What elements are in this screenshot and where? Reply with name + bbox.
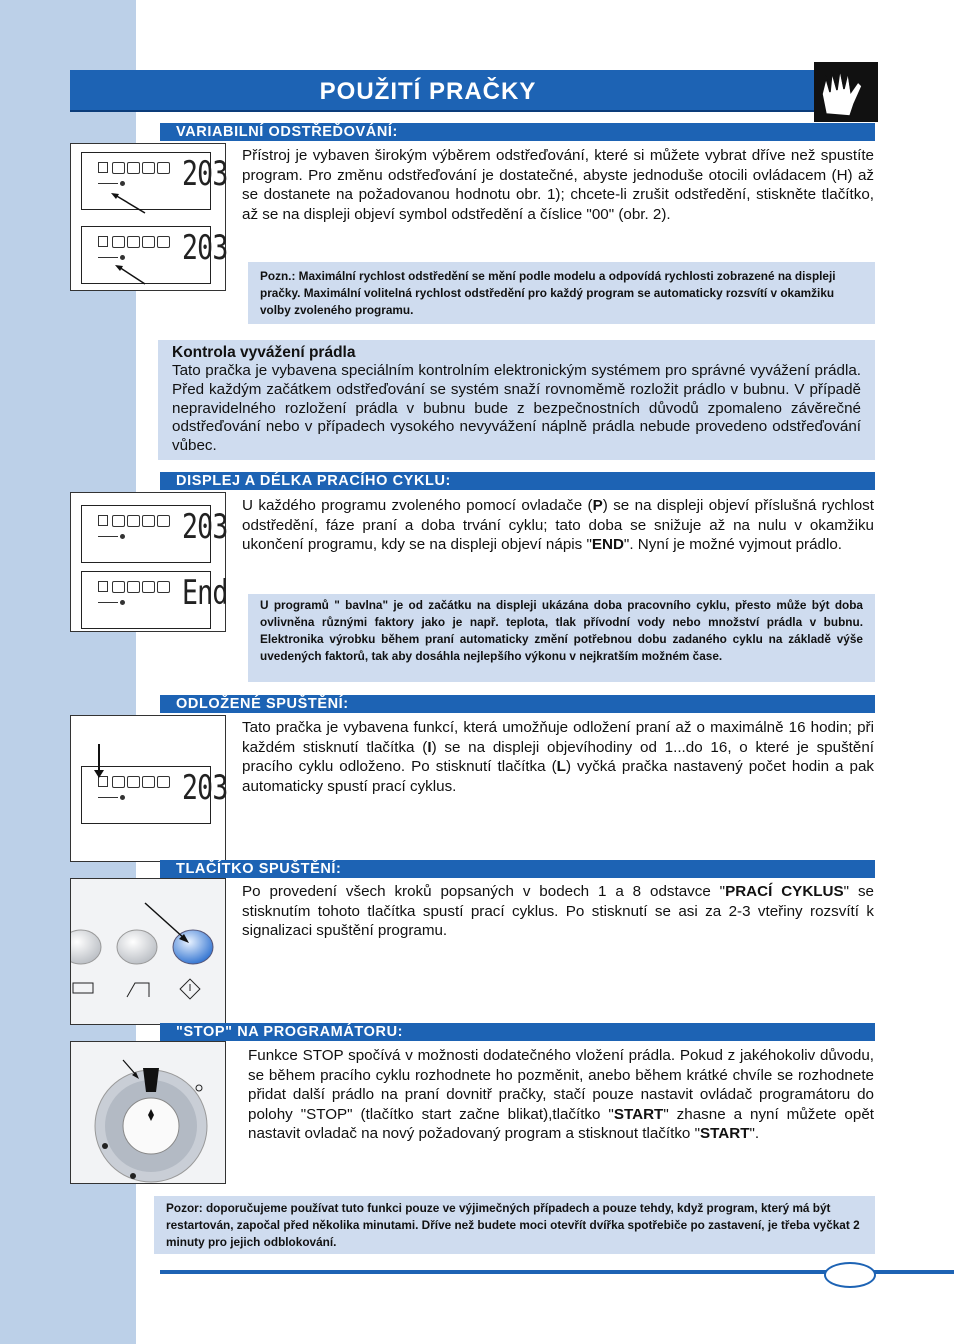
- display-note: [248, 594, 875, 682]
- section-bar-start: [160, 860, 875, 878]
- section-bar-stop: [160, 1023, 875, 1041]
- figure-start-button: [70, 878, 226, 1025]
- spin-note: [248, 262, 875, 324]
- lcd-display-2: [81, 571, 228, 629]
- start-text: Po provedení všech kroků popsaných v bodech 1 a 8 odstavce "PRACÍ CYKLUS" se stisknutím tohoto tlačítka spustí prací cyklus. Po stisknutí se asi za 2-3 vteřiny rozsvítí k signalizaci spuštění programu.: [242, 883, 874, 940]
- figure-program-dial: [70, 1041, 226, 1184]
- control-panel-illustration: [71, 879, 225, 1024]
- stop-note-text: Pozor: doporučujeme používat tuto funkci pouze ve výjimečných případech a pouze tehdy, když program, který má být restartován, započal před několika minutami. Dříve než budete moci otevřít dvířka spotřebiče po zastavení, je třeba vyčkat 2 minuty pro jejich odblokování.: [166, 1201, 860, 1249]
- lcd-digits: 203: [182, 768, 228, 808]
- page-number-oval: [824, 1262, 876, 1288]
- lcd-digits: 203: [182, 154, 228, 194]
- title-bar: [70, 70, 876, 112]
- section-bar-display: [160, 472, 875, 490]
- spin-note-text: Pozn.: Maximální rychlost odstředění se mění podle modelu a odpovídá rychlosti zobrazené na displeji pračky. Maximální volitelná rychlost odstředění pro každý program se automaticky rozsvítí v okamžiku volby zvoleného programu.: [260, 269, 836, 317]
- display-note-text: U programů " bavlna" je od začátku na displeji ukázána doba pracovního cyklu, přesto může být doba ovlivněna různými faktory jako je např. teplota, tlak přívodní vody nebo množství prádla v bubnu. Elektronika výrobku během praní automaticky změní potřebnou dobu zadaného cyklu na základě výše uvedených faktorů, tak aby dosáhla nejlepšího výkonu v nejkratším možném čase.: [260, 598, 863, 663]
- pointer-arrows: [71, 144, 225, 290]
- page-title: POUŽITÍ PRAČKY: [319, 78, 537, 105]
- section-heading-start: TLAČÍTKO SPUŠTĚNÍ:: [176, 861, 342, 877]
- section-bar-delay: [160, 695, 875, 713]
- pointer-arrow: [71, 716, 225, 861]
- figure-cycle-displays: [70, 492, 226, 632]
- stop-note: [154, 1196, 875, 1254]
- section-heading-delay: ODLOŽENÉ SPUŠTĚNÍ:: [176, 696, 349, 712]
- section-bar-spin: [160, 123, 875, 141]
- lcd-digits: 203: [182, 228, 228, 268]
- lcd-digits: 203: [182, 507, 228, 547]
- delay-text: Tato pračka je vybavena funkcí, která umožňuje odložení praní až o maximálně 16 hodin; při každém stisknutí tlačítka (I) se na displeji objevíhodiny od 1...do 16, o které je spuštění pracího cyklu odloženo. Po stisknutí tlačítka (L) vyčká pračka nastavený počet hodin a pak automaticky spustí prací cyklus.: [242, 719, 874, 795]
- lcd-digits: End: [182, 573, 228, 613]
- balance-box: [158, 340, 875, 460]
- balance-text: Tato pračka je vybavena speciálním kontrolním elektronickým systémem pro správné vyvážení prádla. Před každým začátkem odstřeďování se systém snaží rovnoměmě rozložit prádlo v bubnu. V případě nepravidelného rozložení prádla v bubnu bude z bezpečnostních důvodů zpomaleno závěrečné odstřeďování nebo v případech vysokého nevyvážení náplně prádla nebude provedeno odstřeďování vůbec.: [172, 362, 861, 455]
- figure-delay-display: [70, 715, 226, 862]
- lcd-display-1: [81, 505, 228, 563]
- stop-text: Funkce STOP spočívá v možnosti dodatečného vložení prádla. Pokud z jakéhokoliv důvodu, se během pracího cyklu rozhodnete ho pozměnit, anebo během krátké chvíle se rozhodnete přidat další prádlo na praní dovnitř pračky, stačí pouze nastavit ovládač programátoru do polohy "STOP" (tlačítko start začne blikat),tlačítko "START" zhasne a nyní můžete opět nastavit ovladač na nový požadovaný program a stisknout tlačítko "START".: [248, 1047, 874, 1143]
- hand-icon: [814, 62, 878, 122]
- section-heading-stop: "STOP" NA PROGRAMÁTORU:: [176, 1024, 404, 1040]
- section-heading-display: DISPLEJ A DÉLKA PRACÍHO CYKLU:: [176, 473, 451, 489]
- figure-spin-displays: [70, 143, 226, 291]
- spin-text: Přístroj je vybaven širokým výběrem odstřeďování, které si můžete vybrat dříve než spustíte program. Pro změnu odstřeďování je dostatečné, abyste jednoduše otocili ovládacem (H) až se dostanete na požadovanou hodnotu obr. 1); chcete-li zrušit odstředění, stiskněte tlačítko, až se na displeji objeví symbol odstředění a číslice "00" (obr. 2).: [242, 147, 874, 223]
- balance-heading: Kontrola vyvážení prádla: [172, 344, 356, 361]
- display-text: U každého programu zvoleného pomocí ovladače (P) se na displeji objeví příslušná rychlost odstředění, fáze praní a doba trvání cyklu; tato doba se snižuje až na nulu v okamžiku ukončení programu, kdy se na displeji objeví nápis "END". Nyní je možné vyjmout prádlo.: [242, 497, 874, 554]
- section-heading-spin: VARIABILNÍ ODSTŘEĎOVÁNÍ:: [176, 124, 398, 140]
- program-dial-illustration: [71, 1042, 225, 1183]
